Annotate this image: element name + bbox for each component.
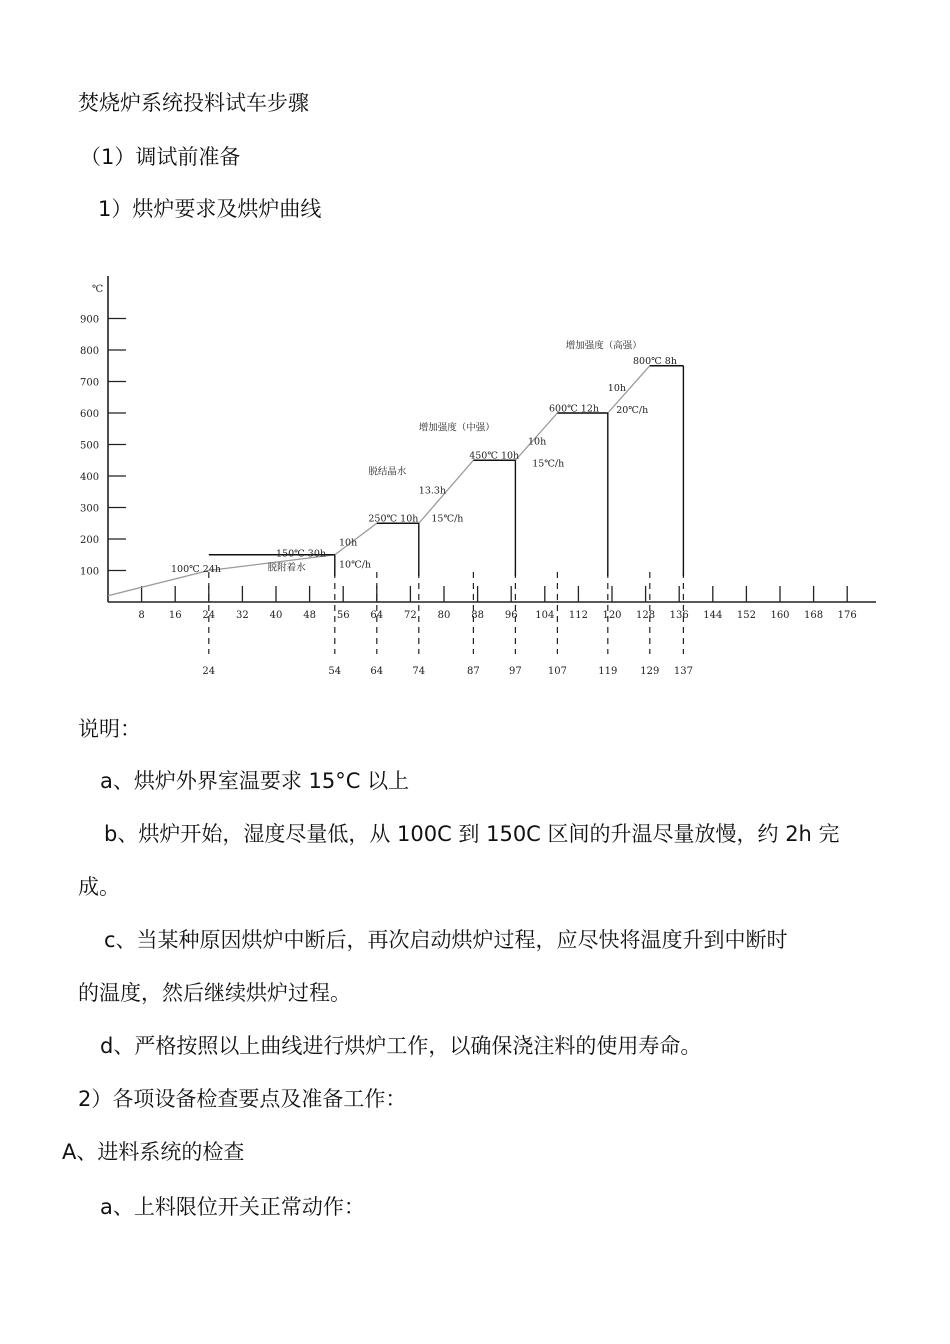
section-heading: （1）调试前准备 xyxy=(80,145,241,169)
annotation-label: 10h xyxy=(607,382,627,394)
annotation-label: 20℃/h xyxy=(616,405,649,416)
annotation-label: 10h xyxy=(339,537,358,549)
note-d: d、严格按照以上曲线进行烘炉工作，以确保浇注料的使用寿命。 xyxy=(100,1034,702,1058)
x-tick-label: 128 xyxy=(636,610,656,621)
x-tick-label: 64 xyxy=(370,610,384,621)
y-tick-label: 100 xyxy=(80,566,100,578)
x-tick-label: 104 xyxy=(535,610,555,621)
y-tick-label: 500 xyxy=(80,440,100,452)
annotation-label: 250℃ 10h xyxy=(368,513,419,525)
heating-curve-series xyxy=(108,366,683,596)
annotation-label: 13.3h xyxy=(418,485,447,497)
x-tick-label: 56 xyxy=(336,610,350,621)
annotation-label: 15℃/h xyxy=(532,458,565,470)
x-tick-label: 144 xyxy=(703,610,723,621)
annotation-label: 10h xyxy=(528,436,547,448)
y-tick-label: 300 xyxy=(80,503,100,515)
note-b-line1: b、烘炉开始，湿度尽量低，从 100C 到 150C 区间的升温尽量放慢，约 2h 完 xyxy=(104,822,840,846)
x-tick-label: 152 xyxy=(736,610,756,621)
marker-time-label: 137 xyxy=(673,666,693,677)
baking-curve-chart xyxy=(0,260,950,690)
marker-time-label: 87 xyxy=(467,666,480,677)
x-tick-label: 16 xyxy=(168,610,182,621)
item-a: a、上料限位开关正常动作： xyxy=(100,1195,365,1219)
y-tick-label: 200 xyxy=(80,535,100,546)
marker-time-label: 119 xyxy=(598,666,618,677)
annotation-label: 450℃ 10h xyxy=(469,450,520,462)
x-tick-label: 160 xyxy=(770,610,790,621)
x-tick-label: 120 xyxy=(602,610,622,621)
doc-title: 焚烧炉系统投料试车步骤 xyxy=(78,91,309,115)
note-b-line2: 成。 xyxy=(78,875,120,899)
annotation-label: 脱附着水 xyxy=(267,562,306,574)
x-tick-label: 72 xyxy=(404,610,417,621)
note-heading: 说明： xyxy=(78,717,141,741)
x-tick-label: 48 xyxy=(303,610,316,621)
annotation-label: 150℃ 30h xyxy=(276,548,326,560)
x-tick-label: 8 xyxy=(138,610,145,621)
x-tick-label: 112 xyxy=(568,610,588,621)
annotation-label: 15℃/h xyxy=(431,513,464,525)
annotation-label: 10℃/h xyxy=(339,559,372,571)
annotation-label: 脱结晶水 xyxy=(368,466,407,478)
y-tick-label: 800 xyxy=(80,346,100,357)
annotation-label: 600℃ 12h xyxy=(549,403,599,415)
marker-time-label: 74 xyxy=(412,666,426,677)
marker-time-label: 24 xyxy=(202,666,216,677)
marker-time-label: 97 xyxy=(509,666,522,677)
annotation-label: 800℃ 8h xyxy=(633,356,677,368)
x-tick-label: 168 xyxy=(804,610,824,621)
y-tick-label: 700 xyxy=(80,377,100,389)
marker-time-label: 129 xyxy=(640,666,660,677)
marker-time-label: 107 xyxy=(547,666,567,677)
y-tick-label: 900 xyxy=(80,314,100,326)
x-tick-label: 40 xyxy=(269,610,283,621)
y-tick-label: 600 xyxy=(80,409,100,420)
x-tick-label: 96 xyxy=(504,610,518,621)
x-tick-label: 88 xyxy=(471,610,484,621)
subsection-heading: 1）烘炉要求及烘炉曲线 xyxy=(98,197,322,221)
annotation-label: 100℃ 24h xyxy=(171,564,221,576)
x-tick-label: 32 xyxy=(236,610,249,621)
marker-time-label: 54 xyxy=(328,666,342,677)
note-a: a、烘炉外界室温要求 15°C 以上 xyxy=(100,769,410,793)
x-tick-label: 136 xyxy=(669,610,689,621)
annotation-label: 增加强度（中强） xyxy=(418,422,495,434)
x-tick-label: 176 xyxy=(837,610,857,621)
subsection-heading-2: 2）各项设备检查要点及准备工作： xyxy=(78,1087,407,1111)
annotation-label: 增加强度（高强） xyxy=(565,340,642,352)
y-tick-label: 400 xyxy=(80,472,100,483)
note-c-line2: 的温度，然后继续烘炉过程。 xyxy=(78,981,351,1005)
section-a-heading: A、进料系统的检查 xyxy=(62,1140,245,1164)
x-tick-label: 80 xyxy=(437,610,451,621)
marker-time-label: 64 xyxy=(370,666,384,677)
x-tick-label: 24 xyxy=(202,610,216,621)
note-c-line1: c、当某种原因烘炉中断后，再次启动烘炉过程，应尽快将温度升到中断时 xyxy=(104,928,788,952)
y-axis-unit: ℃ xyxy=(92,284,104,295)
